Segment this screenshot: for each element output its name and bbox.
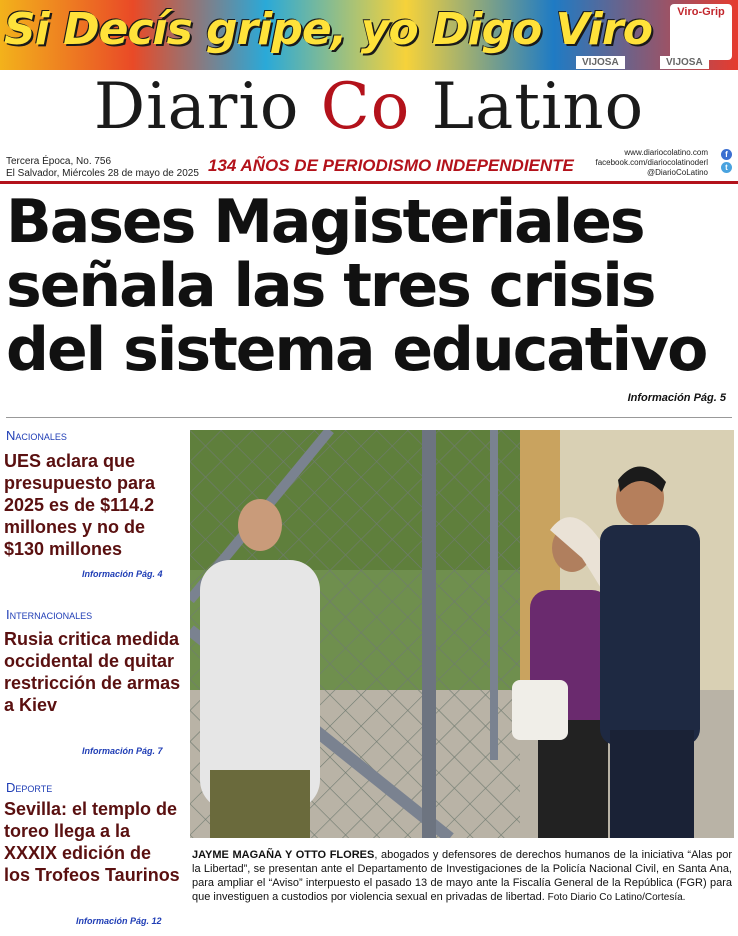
headline-line: señala las tres crisis bbox=[6, 251, 655, 321]
top-advertisement[interactable] bbox=[0, 0, 738, 70]
section-label-deporte: Deporte bbox=[6, 780, 53, 795]
ad-slogan: Si Decís gripe, yo Digo Viro bbox=[4, 4, 652, 55]
story-title[interactable]: Sevilla: el templo de toreo llega a la XXXIX edición de los Trofeos Taurinos bbox=[4, 799, 180, 885]
section-label-internacionales: Internacionales bbox=[6, 607, 93, 622]
masthead-logo[interactable] bbox=[0, 70, 738, 145]
story-page-ref[interactable]: Información Pág. 12 bbox=[76, 916, 162, 926]
story-title[interactable]: UES aclara que presupuesto para 2025 es de $114.2 millones y no de $130 millones bbox=[4, 451, 156, 559]
ad-chip: VIJOSA bbox=[660, 56, 709, 69]
ad-chip: VIJOSA bbox=[576, 56, 625, 69]
caption-text: , abogados y defensores de derechos humanos de la iniciativa “Alas por la Libertad”, se presentan ante el Departamento de Investigaciones de la Policía Nacional Civil, en Santa Ana, para ampliar el “Aviso” interpuesto el pasado 13 de mayo ante la Fiscalía General de la República (FGR) para que investiguen a custodios por violencia sexual en privadas de libertad. bbox=[192, 849, 732, 903]
section-label-nacionales: Nacionales bbox=[6, 428, 67, 443]
edition-number: Tercera Época, No. 756 bbox=[6, 156, 112, 167]
story-page-ref[interactable]: Información Pág. 4 bbox=[82, 569, 163, 579]
ad-brand-box bbox=[670, 4, 732, 60]
headline-line: del sistema educativo bbox=[6, 315, 707, 385]
photo-caption bbox=[192, 848, 732, 905]
facebook-link[interactable]: facebook.com/diariocolatinoderl bbox=[595, 158, 708, 167]
photo-illustration bbox=[190, 430, 734, 838]
edition-info bbox=[6, 156, 199, 180]
story-title[interactable]: Rusia critica medida occidental de quitar restricción de armas a Kiev bbox=[4, 629, 181, 715]
header-rule bbox=[0, 181, 738, 184]
masthead-part: Latino bbox=[410, 70, 645, 144]
twitter-link[interactable]: @DiarioCoLatino bbox=[646, 168, 708, 177]
headline-page-ref[interactable]: Información Pág. 5 bbox=[627, 392, 726, 404]
tagline: 134 AÑOS DE PERIODISMO INDEPENDIENTE bbox=[208, 156, 574, 175]
caption-lead: JAYME MAGAÑA Y OTTO FLORES bbox=[192, 849, 375, 861]
section-divider bbox=[6, 417, 732, 418]
website-link[interactable]: www.diariocolatino.com bbox=[624, 148, 708, 157]
ad-brand-label: Viro-Grip bbox=[677, 6, 725, 18]
masthead-part: Diario bbox=[93, 70, 321, 144]
story-page-ref[interactable]: Información Pág. 7 bbox=[82, 746, 163, 756]
masthead-co: Co bbox=[320, 70, 411, 144]
caption-credit: Foto Diario Co Latino/Cortesía. bbox=[544, 892, 686, 903]
edition-date: El Salvador, Miércoles 28 de mayo de 2025 bbox=[6, 168, 199, 179]
headline-line: Bases Magisteriales bbox=[6, 187, 644, 257]
social-links bbox=[595, 148, 708, 178]
twitter-icon[interactable]: t bbox=[721, 162, 732, 173]
main-headline[interactable] bbox=[6, 187, 732, 385]
main-photo[interactable] bbox=[190, 430, 734, 838]
facebook-icon[interactable]: f bbox=[721, 149, 732, 160]
